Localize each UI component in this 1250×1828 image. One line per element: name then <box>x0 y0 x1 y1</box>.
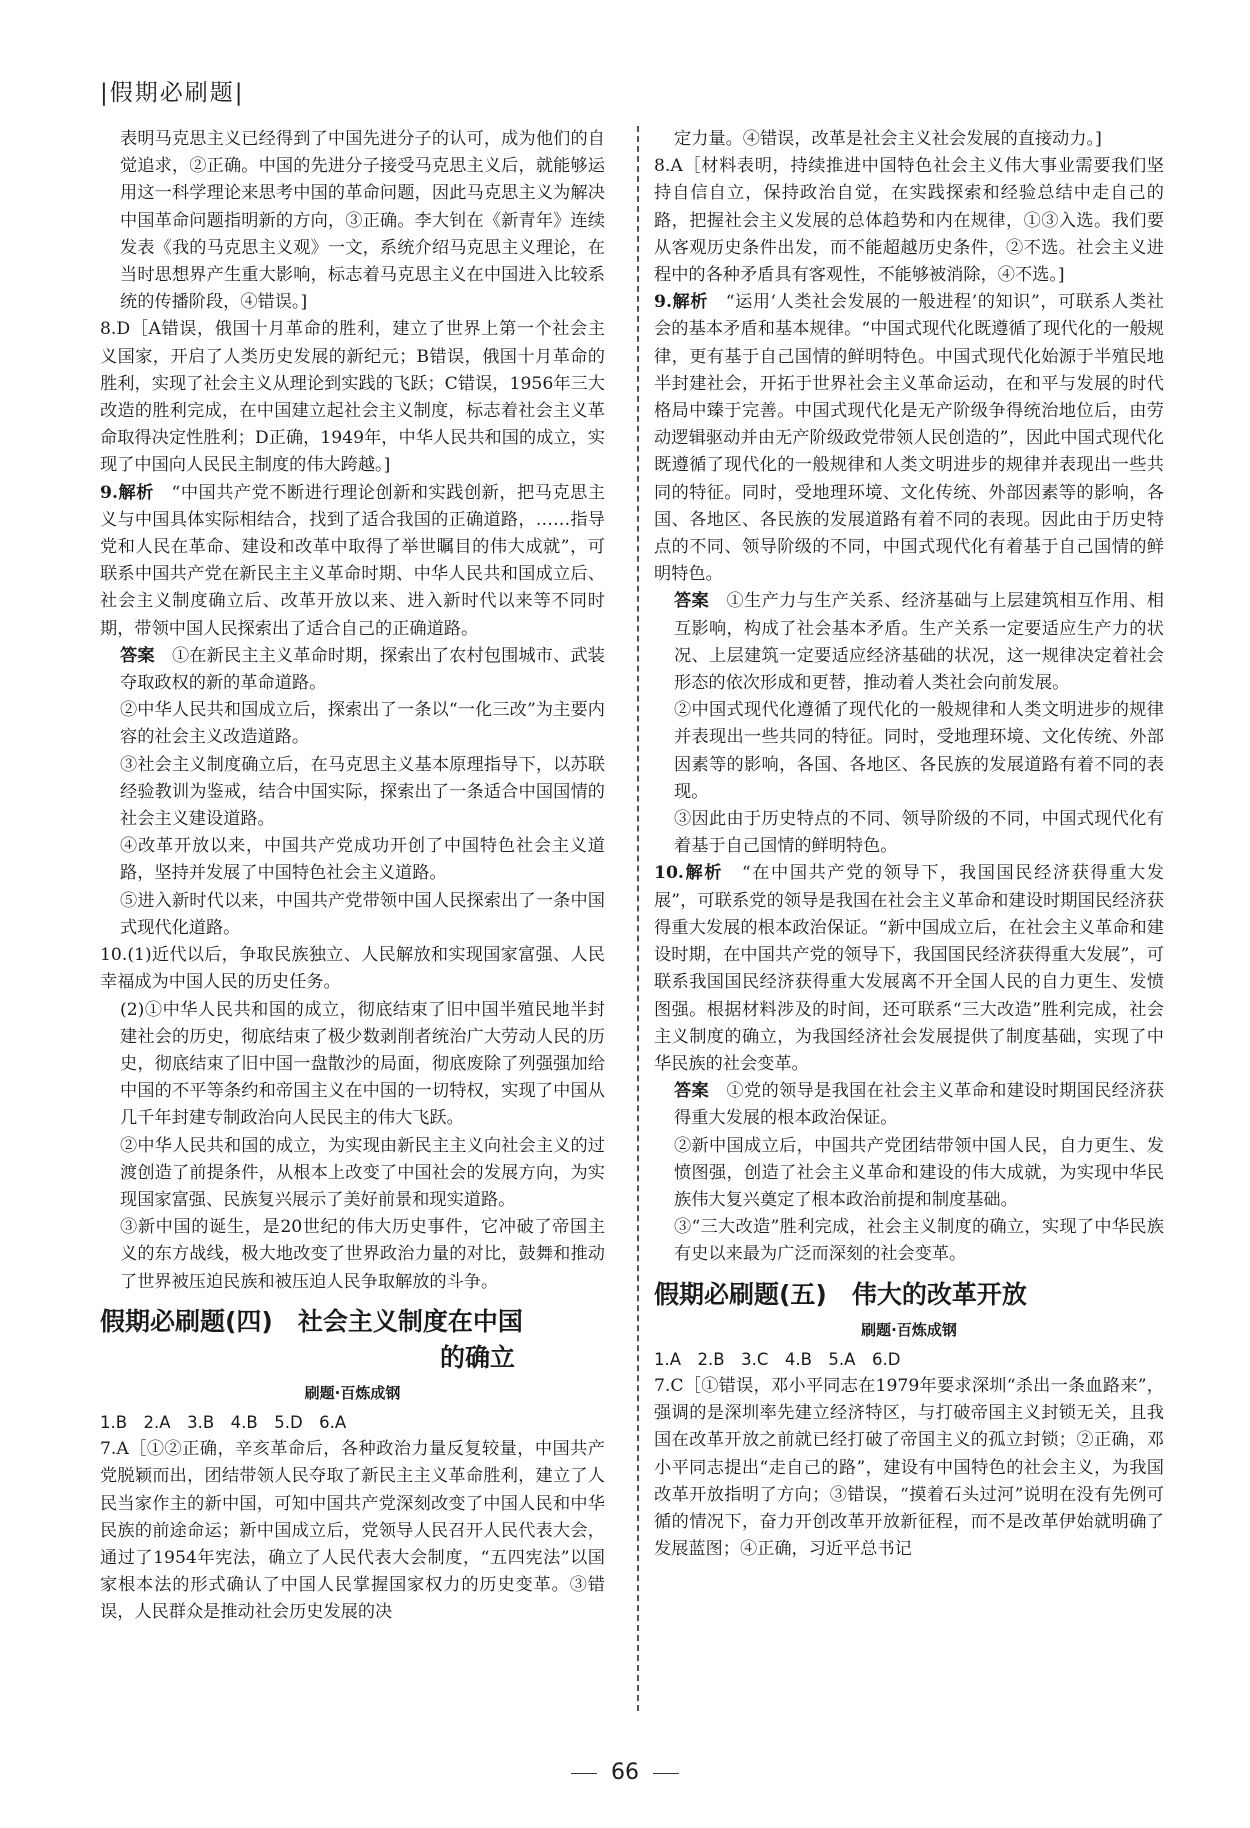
right-q9-analysis: “运用‘人类社会发展的一般进程’的知识”，可联系人类社会的基本矛盾和基本规律。“中国式现代化既遵循了现代化的一般规律，更有基于自己国情的鲜明特色。中国式现代化始源于半殖民地半封建社会，开拓于世界社会主义革命运动，在和平与发展的时代格局中臻于完善。中国式现代化是无产阶级争得统治地位后，由劳动逻辑驱动并由无产阶级政党带领人民创造的”，因此中国式现代化既遵循了现代化的一般规律和人类文明进步的规律并表现出一些共同的特征。同时，受地理环境、文化传统、外部因素等的影响，各国、各地区、各民族的发展道路有着不同的表现。因此由于历史特点的不同、领导阶级的不同，中国式现代化有着基于自己国情的鲜明特色。 <box>654 292 1164 585</box>
right-column <box>654 126 1164 1563</box>
left-q8: 8.D［A错误，俄国十月革命的胜利，建立了世界上第一个社会主义国家，开启了人类历史发展的新纪元；B错误，俄国十月革命的胜利，实现了社会主义从理论到实践的飞跃；C错误，1956年三大改造的胜利完成，在中国建立起社会主义制度，标志着社会主义革命取得决定性胜利；D正确，1949年，中华人民共和国的成立，实现了中国向人民民主制度的伟大跨越。] <box>100 319 605 476</box>
right-q10-answer-label: 答案 <box>674 1081 710 1102</box>
page-number: 66 <box>0 1760 1250 1785</box>
left-q9-answer-2: ②中华人民共和国成立后，探索出了一条以“一化三改”为主要内容的社会主义改造道路。 <box>120 700 605 748</box>
section-5-answers: 1.A 2.B 3.C 4.B 5.A 6.D <box>654 1349 901 1369</box>
right-q10-answer-3: ③“三大改造”胜利完成，社会主义制度的确立，实现了中华民族有史以来最为广泛而深刻的社会变革。 <box>674 1217 1164 1265</box>
right-q9-answer-3: ③因此由于历史特点的不同、领导阶级的不同，中国式现代化有着基于自己国情的鲜明特色。 <box>674 809 1164 857</box>
right-q10-label: 10.解析 <box>654 863 724 884</box>
section-4-title-line2: 的确立 <box>439 1342 515 1372</box>
section-4-title-line1: 假期必刷题(四) 社会主义制度在中国 <box>100 1306 523 1336</box>
section-4-answers: 1.B 2.A 3.B 4.B 5.D 6.A <box>100 1412 347 1432</box>
left-column <box>100 126 605 1627</box>
section-4-title <box>100 1304 605 1376</box>
left-q9-analysis: “中国共产党不断进行理论创新和实践创新，把马克思主义与中国具体实际相结合，找到了适合我国的正确道路，……指导党和人民在革命、建设和改革中取得了举世瞩目的伟大成就”，可联系中国共产党在新民主主义革命时期、中华人民共和国成立后、社会主义制度确立后、改革开放以来、进入新时代以来等不同时期，带领中国人民探索出了适合自己的正确道路。 <box>100 482 605 639</box>
left-q9-label: 9.解析 <box>100 482 154 503</box>
right-q10-answer-1: ①党的领导是我国在社会主义革命和建设时期国民经济获得重大发展的根本政治保证。 <box>674 1081 1164 1129</box>
section-5-title: 假期必刷题(五) 伟大的改革开放 <box>654 1279 1027 1309</box>
left-paragraph-continuation: 表明马克思主义已经得到了中国先进分子的认可，成为他们的自觉追求，②正确。中国的先进分子接受马克思主义后，就能够运用这一科学理论来思考中国的革命问题，因此马克思主义为解决中国革命问题指明新的方向，③正确。李大钊在《新青年》连续发表《我的马克思主义观》一文，系统介绍马克思主义理论，在当时思想界产生重大影响，标志着马克思主义在中国进入比较系统的传播阶段，④错误。] <box>120 129 605 313</box>
right-q8: 8.A［材料表明，持续推进中国特色社会主义伟大事业需要我们坚持自信自立，保持政治自觉，在实践探索和经验总结中走自己的路，把握社会主义发展的总体趋势和内在规律，①③入选。我们要从客观历史条件出发，而不能超越历史条件，②不选。社会主义进程中的各种矛盾具有客观性，不能够被消除，④不选。] <box>654 156 1164 286</box>
section-4-q7: 7.A［①②正确，辛亥革命后，各种政治力量反复较量，中国共产党脱颖而出，团结带领人民夺取了新民主主义革命胜利，建立了人民当家作主的新中国，可知中国共产党深刻改变了中国人民和中华民族的前途命运；新中国成立后，党领导人民召开人民代表大会，通过了1954年宪法，确立了人民代表大会制度，“五四宪法”以国家根本法的形式确认了中国人民掌握国家权力的历史变革。③错误，人民群众是推动社会历史发展的决 <box>100 1439 605 1623</box>
section-5-subtitle: 刷题·百炼成钢 <box>861 1320 957 1339</box>
right-paragraph-continuation: 定力量。④错误，改革是社会主义社会发展的直接动力。] <box>674 129 1102 149</box>
section-5-q7: 7.C［①错误，邓小平同志在1979年要求深圳“杀出一条血路来”，强调的是深圳率先建立经济特区，与打破帝国主义封锁无关，且我国在改革开放之前就已经打破了帝国主义的孤立封锁；②正确，邓小平同志提出“走自己的路”，建设有中国特色的社会主义，为我国改革开放指明了方向；③错误，“摸着石头过河”说明在没有先例可循的情况下，奋力开创改革开放新征程，而不是改革伊始就明确了发展蓝图；④正确，习近平总书记 <box>654 1375 1164 1560</box>
right-q9-answer-2: ②中国式现代化遵循了现代化的一般规律和人类文明进步的规律并表现出一些共同的特征。同时，受地理环境、文化传统、外部因素等的影响，各国、各地区、各民族的发展道路有着不同的表现。 <box>674 700 1164 802</box>
right-q9-answer-1: ①生产力与生产关系、经济基础与上层建筑相互作用、相互影响，构成了社会基本矛盾。生产关系一定要适应生产力的状况、上层建筑一定要适应经济基础的状况，这一规律决定着社会形态的依次形成和更替，推动着人类社会向前发展。 <box>674 591 1164 694</box>
right-q10-answer-2: ②新中国成立后，中国共产党团结带领中国人民，自力更生、发愤图强，创造了社会主义革命和建设的伟大成就，为实现中华民族伟大复兴奠定了根本政治前提和制度基础。 <box>674 1135 1164 1210</box>
left-q9-answer-label: 答案 <box>120 645 155 666</box>
left-q9-answer-4: ④改革开放以来，中国共产党成功开创了中国特色社会主义道路，坚持并发展了中国特色社会主义道路。 <box>120 836 605 884</box>
section-4-subtitle: 刷题·百炼成钢 <box>304 1383 401 1402</box>
left-q10-part2: (2)①中华人民共和国的成立，彻底结束了旧中国半殖民地半封建社会的历史，彻底结束了极少数剥削者统治广大劳动人民的历史，彻底结束了旧中国一盘散沙的局面，彻底废除了列强强加给中国的不平等条约和帝国主义在中国的一切特权，实现了中国从几千年封建专制政治向人民民主的伟大飞跃。 <box>120 999 605 1129</box>
left-q9-answer-1: ①在新民主主义革命时期，探索出了农村包围城市、武装夺取政权的新的革命道路。 <box>120 645 605 694</box>
left-q9-answer-5: ⑤进入新时代以来，中国共产党带领中国人民探索出了一条中国式现代化道路。 <box>120 890 605 938</box>
left-q10-part3: ②中华人民共和国的成立，为实现由新民主主义向社会主义的过渡创造了前提条件，从根本上改变了中国社会的发展方向，为实现国家富强、民族复兴展示了美好前景和现实道路。 <box>120 1135 605 1210</box>
right-q9-label: 9.解析 <box>654 292 708 313</box>
left-q9-answer-3: ③社会主义制度确立后，在马克思主义基本原理指导下，以苏联经验教训为鉴戒，结合中国实际，探索出了一条适合中国国情的社会主义建设道路。 <box>120 754 605 830</box>
right-q10-analysis: “在中国共产党的领导下，我国国民经济获得重大发展”，可联系党的领导是我国在社会主义革命和建设时期国民经济获得重大发展的根本政治保证。“新中国成立后，在社会主义革命和建设时期，在中国共产党的领导下，我国国民经济获得重大发展”，可联系我国国民经济获得重大发展离不开全国人民的自力更生、发愤图强。根据材料涉及的时间，还可联系“三大改造”胜利完成，社会主义制度的确立，为我国经济社会发展提供了制度基础，实现了中华民族的社会变革。 <box>654 863 1164 1074</box>
left-q10-part4: ③新中国的诞生，是20世纪的伟大历史事件，它冲破了帝国主义的东方战线，极大地改变了世界政治力量的对比，鼓舞和推动了世界被压迫民族和被压迫人民争取解放的斗争。 <box>120 1217 605 1292</box>
column-divider <box>637 126 639 1711</box>
right-q9-answer-label: 答案 <box>674 591 710 612</box>
left-q10-part1: 10.(1)近代以后，争取民族独立、人民解放和实现国家富强、人民幸福成为中国人民的历史任务。 <box>100 945 605 993</box>
running-header: |假期必刷题| <box>100 80 245 106</box>
